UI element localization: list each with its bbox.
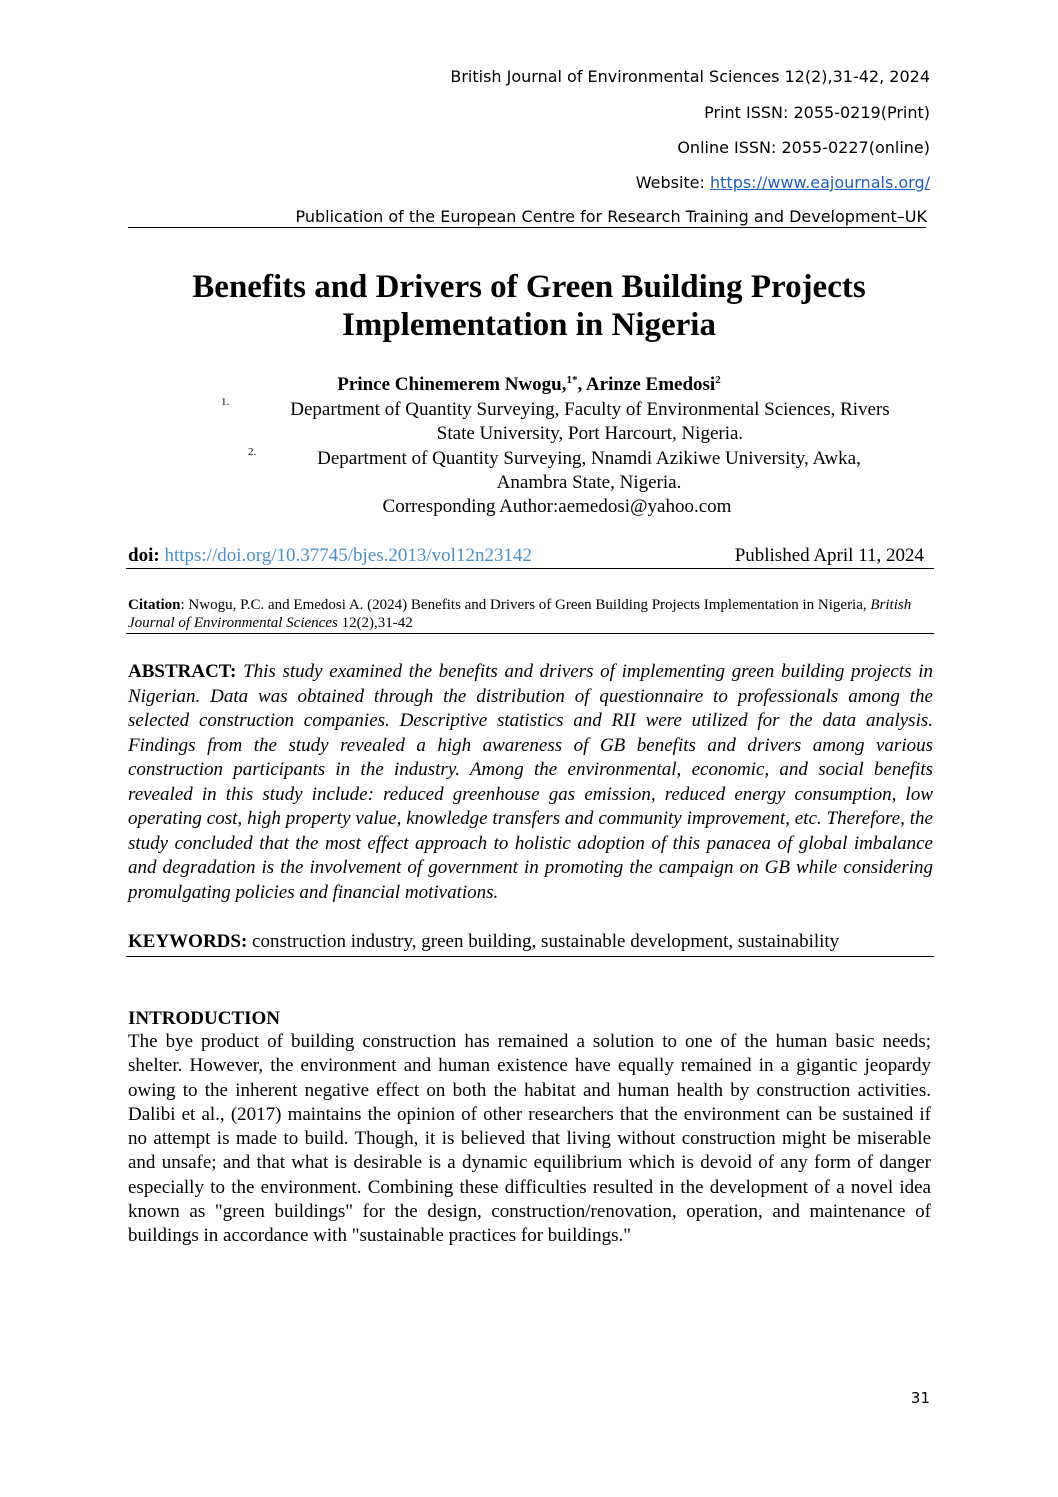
doi-line (128, 545, 532, 567)
introduction-heading: INTRODUCTION (128, 1008, 281, 1029)
affiliation-2-line-2: Anambra State, Nigeria. (496, 472, 682, 493)
citation-label: Citation (128, 597, 181, 613)
affiliation-1-line-2: State University, Port Harcourt, Nigeria. (436, 423, 744, 444)
journal-line: British Journal of Environmental Sciences 12(2),31-42, 2024 (450, 67, 930, 86)
keywords (128, 930, 933, 954)
doi-label: doi: (128, 545, 160, 566)
citation-rule (126, 633, 934, 634)
citation-tail: 12(2),31-42 (337, 615, 413, 631)
affiliation-2-number: 2. (248, 446, 257, 458)
doi-rule (126, 568, 934, 569)
publisher-line: Publication of the European Centre for Research Training and Development–UK (295, 207, 927, 226)
citation-journal: British Journal of Environmental Sciences (128, 597, 912, 631)
affiliation-1-line-1: Department of Quantity Surveying, Faculty of Environmental Sciences, Rivers (290, 399, 890, 420)
citation-text: : Nwogu, P.C. and Emedosi A. (2024) Benefits and Drivers of Green Building Projects Implementation in Nigeria, (180, 597, 871, 613)
website-line (636, 173, 930, 193)
website-link[interactable]: https://www.eajournals.org/ (710, 173, 930, 192)
affiliation-1-number: 1. (221, 396, 230, 408)
keywords-text: construction industry, green building, sustainable development, sustainability (247, 931, 840, 952)
published-date: Published April 11, 2024 (734, 545, 924, 566)
header-rule (128, 227, 926, 228)
paper-title: Benefits and Drivers of Green Building Projects Implementation in Nigeria (192, 269, 866, 343)
author-1: Prince Chinemerem Nwogu, (337, 374, 567, 395)
website-label: Website: (635, 173, 710, 192)
abstract-label: ABSTRACT: (128, 661, 237, 682)
author-1-sup: 1* (566, 374, 578, 386)
author-2: , Arinze Emedosi (577, 374, 716, 395)
author-2-sup: 2 (715, 374, 721, 386)
abstract (128, 660, 933, 905)
corresponding-author: Corresponding Author:aemedosi@yahoo.com (382, 496, 732, 517)
page-number: 31 (910, 1389, 930, 1407)
doi-link[interactable]: https://doi.org/10.37745/bjes.2013/vol12n23142 (164, 545, 532, 566)
author-line (0, 374, 1058, 396)
citation (128, 596, 933, 632)
online-issn: Online ISSN: 2055-0227(online) (677, 138, 930, 157)
abstract-text: This study examined the benefits and drivers of implementing green building projects in Nigerian. Data was obtained through the distribution of questionnaire to professionals among the selected construction companies. Descriptive statistics and RII were utilized for the data analysis. Findings from the study revealed a high awareness of GB benefits and drivers among various construction participants in the industry. Among the environmental, economic, and social benefits revealed in this study include: reduced greenhouse gas emission, reduced energy consumption, low operating cost, high property value, knowledge transfers and community improvement, etc. Therefore, the study concluded that the most effect approach to holistic adoption of this panacea of global imbalance and degradation is the involvement of government in promoting the campaign on GB while considering promulgating policies and financial motivations. (128, 661, 933, 903)
print-issn: Print ISSN: 2055-0219(Print) (704, 103, 930, 122)
keywords-label: KEYWORDS: (128, 931, 248, 952)
keywords-rule (126, 956, 934, 957)
affiliation-2-line-1: Department of Quantity Surveying, Nnamdi Azikiwe University, Awka, (317, 448, 861, 469)
introduction-text: The bye product of building construction has remained a solution to one of the human basic needs; shelter. However, the environment and human existence have equally remained in a gigantic jeopardy owing to the inherent negative effect on both the habitat and human health by construction activities. Dalibi et al., (2017) maintains the opinion of other researchers that the environment can be sustained if no attempt is made to build. Though, it is believed that living without construction might be miserable and unsafe; and that what is desirable is a dynamic equilibrium which is devoid of any form of danger especially to the environment. Combining these difficulties resulted in the development of a novel idea known as "green buildings" for the design, construction/renovation, operation, and maintenance of buildings in accordance with "sustainable practices for buildings." (128, 1031, 931, 1247)
